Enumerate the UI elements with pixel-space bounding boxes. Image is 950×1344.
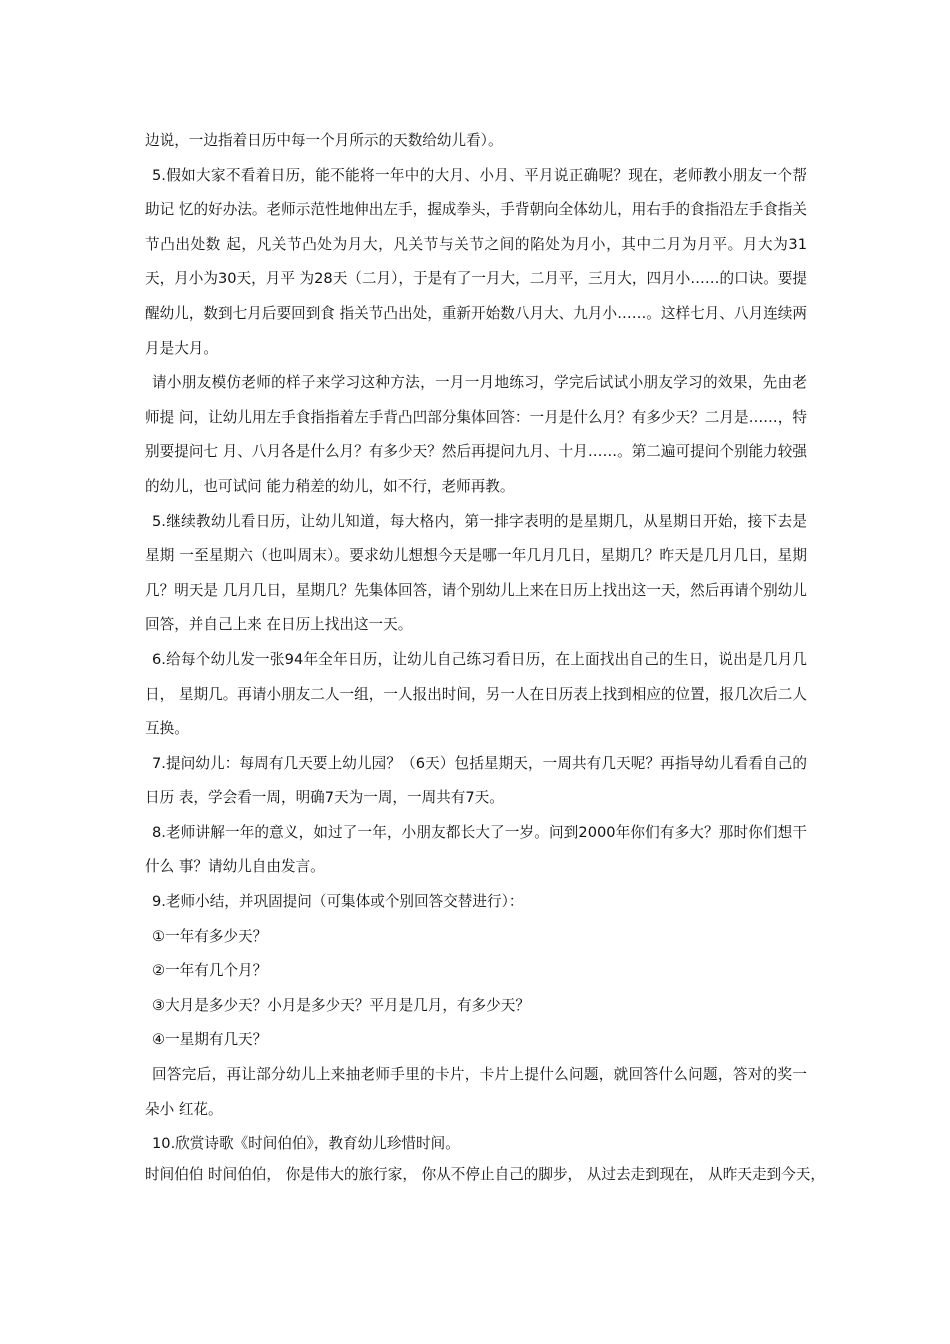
document-body [145,124,807,1162]
paragraph-6: 7.提问幼儿：每周有几天要上幼儿园？（6天）包括星期天，一周共有几天呢？再指导幼儿看看自己的日历 表，学会看一周，明确7天为一周，一周共有7天。 [145,754,807,807]
paragraph-9: 回答完后，再让部分幼儿上来抽老师手里的卡片，卡片上提什么问题，就回答什么问题，答对的奖一朵小 红花。 [145,1066,807,1118]
paragraph-3: 请小朋友模仿老师的样子来学习这种方法，一月一月地练习，学完后试试小朋友学习的效果，先由老师提 问，让幼儿用左手食指指着左手背凸凹部分集体回答：一月是什么月？有多少天？二月是……，特别要提问七 月、八月各是什么月？有多少天？然后再提问九月、十月……。第二遍可提问个别能力较强的幼儿，也可试问 能力稍差的幼儿，如不行，老师再教。 [145,374,807,495]
paragraph-4: 5.继续教幼儿看日历，让幼儿知道，每大格内，第一排字表明的是星期几，从星期日开始，接下去是星期 一至星期六（也叫周末）。要求幼儿想想今天是哪一年几月几日，星期几？昨天是几月几日，星期几？明天是 几月几日，星期几？先集体回答，请个别幼儿上来在日历上找出这一天，然后再请个别幼儿回答，并自己上来 在日历上找出这一天。 [145,512,807,634]
paragraph-8: 9.老师小结，并巩固提问（可集体或个别回答交替进行）： [152,893,524,911]
paragraph-5: 6.给每个幼儿发一张94年全年日历，让幼儿自己练习看日历，在上面找出自己的生日，说出是几月几日， 星期几。再请小朋友二人一组，一人报出时间，另一人在日历表上找到相应的位置，报几次后二人互换。 [145,650,807,738]
question-4: ④一星期有几天？ [152,1031,268,1049]
poem-line: 时间伯伯 时间伯伯， 你是伟大的旅行家， 你从不停止自己的脚步， 从过去走到现在， 从昨天走到今天， [145,1166,825,1183]
paragraph-7: 8.老师讲解一年的意义，如过了一年，小朋友都长大了一岁。问到2000年你们有多大？那时你们想干什么 事？请幼儿自由发言。 [145,823,807,876]
paragraph-10: 10.欣赏诗歌《时间伯伯》，教育幼儿珍惜时间。 [152,1135,460,1153]
question-2: ②一年有几个月？ [152,962,268,980]
paragraph-1: 边说，一边指着日历中每一个月所示的天数给幼儿看）。 [145,132,503,149]
question-1: ①一年有多少天？ [152,927,268,945]
paragraph-2: 5.假如大家不看着日历，能不能将一年中的大月、小月、平月说正确呢？现在，老师教小朋友一个帮助记 忆的好办法。老师示范性地伸出左手，握成拳头，手背朝向全体幼儿，用右手的食指沿左手食指关节凸出处数 起，凡关节凸处为月大，凡关节与关节之间的陷处为月小，其中二月为月平。月大为31天，月小为30天，月平 为28天（二月），于是有了一月大，二月平，三月大，四月小……的口诀。要提醒幼儿，数到七月后要回到食 指关节凸出处，重新开始数八月大、九月小……。这样七月、八月连续两月是大月。 [145,166,808,357]
question-3: ③大月是多少天？小月是多少天？平月是几月，有多少天？ [152,996,530,1014]
